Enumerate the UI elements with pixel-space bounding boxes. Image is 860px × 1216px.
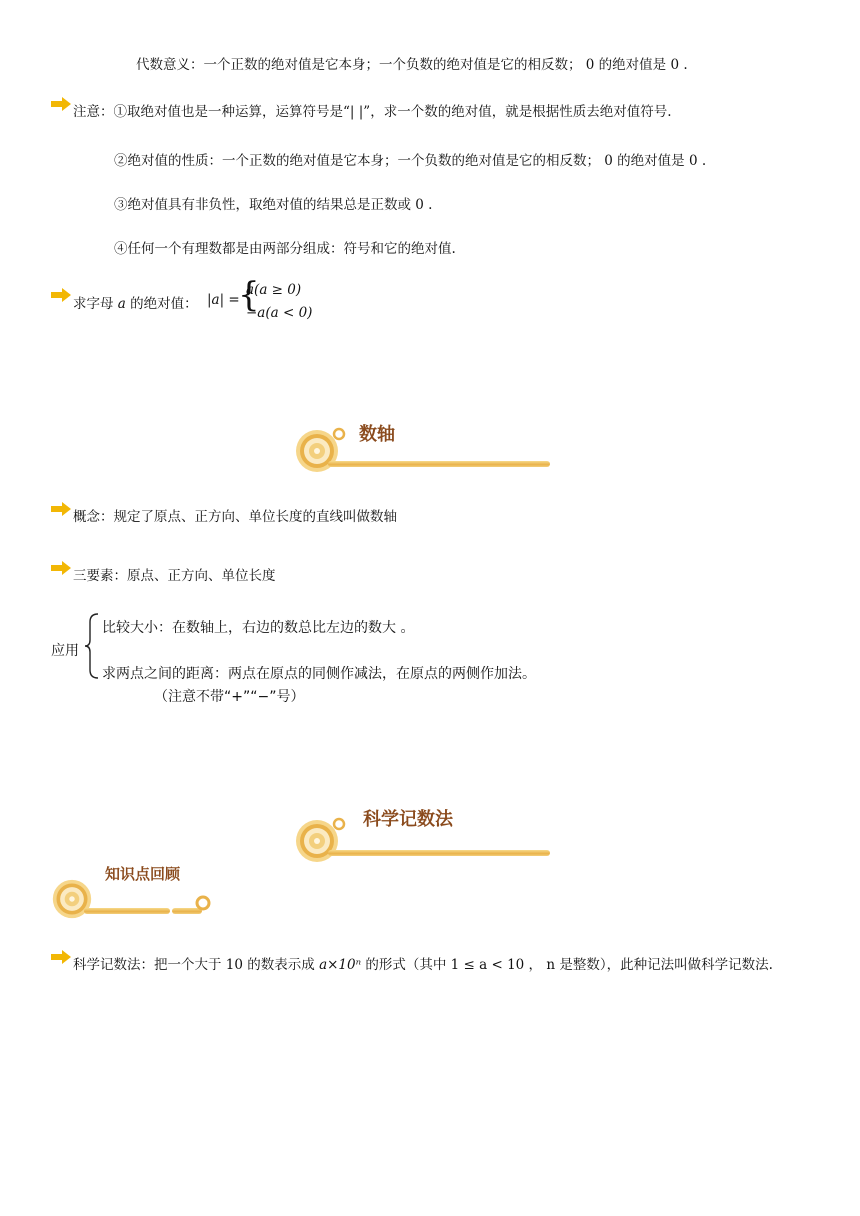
letter-var: a bbox=[117, 296, 126, 312]
formula-lhs: |a| = bbox=[207, 292, 240, 308]
note-1-text-b: ”，求一个数的绝对值，就是根据性质去绝对值符号. bbox=[363, 104, 672, 120]
small-ring-icon bbox=[332, 427, 346, 441]
heading-underline bbox=[328, 850, 550, 856]
note-4: ④任何一个有理数都是由两部分组成：符号和它的绝对值. bbox=[114, 241, 456, 257]
letter-prefix: 求字母 bbox=[73, 296, 118, 312]
note-2: ②绝对值的性质：一个正数的绝对值是它本身；一个负数的绝对值是它的相反数； 0 的绝对值是 0 . bbox=[114, 153, 707, 169]
sci-notation-heading: 科学记数法 bbox=[363, 809, 453, 830]
review-subheading: 知识点回顾 bbox=[105, 865, 181, 883]
note-1-text-a: 注意：①取绝对值也是一种运算，运算符号是“ bbox=[73, 104, 350, 120]
letter-suffix: 的绝对值： bbox=[125, 296, 198, 312]
small-ring-icon bbox=[332, 817, 346, 831]
apply-compare: 比较大小：在数轴上，右边的数总比左边的数大 。 bbox=[102, 620, 415, 636]
number-line-heading: 数轴 bbox=[359, 424, 395, 445]
sci-text-a: 科学记数法：把一个大于 10 的数表示成 bbox=[73, 957, 320, 973]
subheading-underline bbox=[84, 908, 170, 914]
apply-label: 应用 bbox=[51, 643, 79, 659]
number-line-concept: 概念：规定了原点、正方向、单位长度的直线叫做数轴 bbox=[73, 509, 397, 525]
sci-notation-definition bbox=[73, 953, 773, 973]
apply-brace bbox=[84, 612, 100, 680]
three-elements: 三要素：原点、正方向、单位长度 bbox=[73, 568, 276, 584]
letter-abs-label bbox=[73, 292, 198, 312]
case-1: a(a ≥ 0) bbox=[246, 282, 302, 298]
case-2: −a(a < 0) bbox=[246, 305, 313, 321]
abs-symbol: | | bbox=[349, 104, 364, 120]
sci-text-b: 的形式（其中 1 ≤ a < 10 ， n 是整数），此种记法叫做科学记数法. bbox=[361, 957, 773, 973]
heading-underline bbox=[328, 461, 550, 467]
note-1 bbox=[73, 100, 672, 120]
brace: { bbox=[238, 275, 260, 315]
arrow-bullet-icon bbox=[51, 97, 71, 111]
small-ring-icon bbox=[194, 894, 212, 912]
apply-distance: 求两点之间的距离：两点在原点的同侧作减法，在原点的两侧作加法。 bbox=[102, 666, 536, 682]
arrow-bullet-icon bbox=[51, 502, 71, 516]
arrow-bullet-icon bbox=[51, 561, 71, 575]
arrow-bullet-icon bbox=[51, 950, 71, 964]
arrow-bullet-icon bbox=[51, 288, 71, 302]
algebraic-meaning: 代数意义：一个正数的绝对值是它本身；一个负数的绝对值是它的相反数； 0 的绝对值是 0 . bbox=[136, 57, 688, 73]
sci-formula: a×10ⁿ bbox=[319, 957, 362, 973]
apply-distance-note: （注意不带“+”“−”号） bbox=[154, 689, 305, 705]
note-3: ③绝对值具有非负性，取绝对值的结果总是正数或 0 . bbox=[114, 197, 433, 213]
